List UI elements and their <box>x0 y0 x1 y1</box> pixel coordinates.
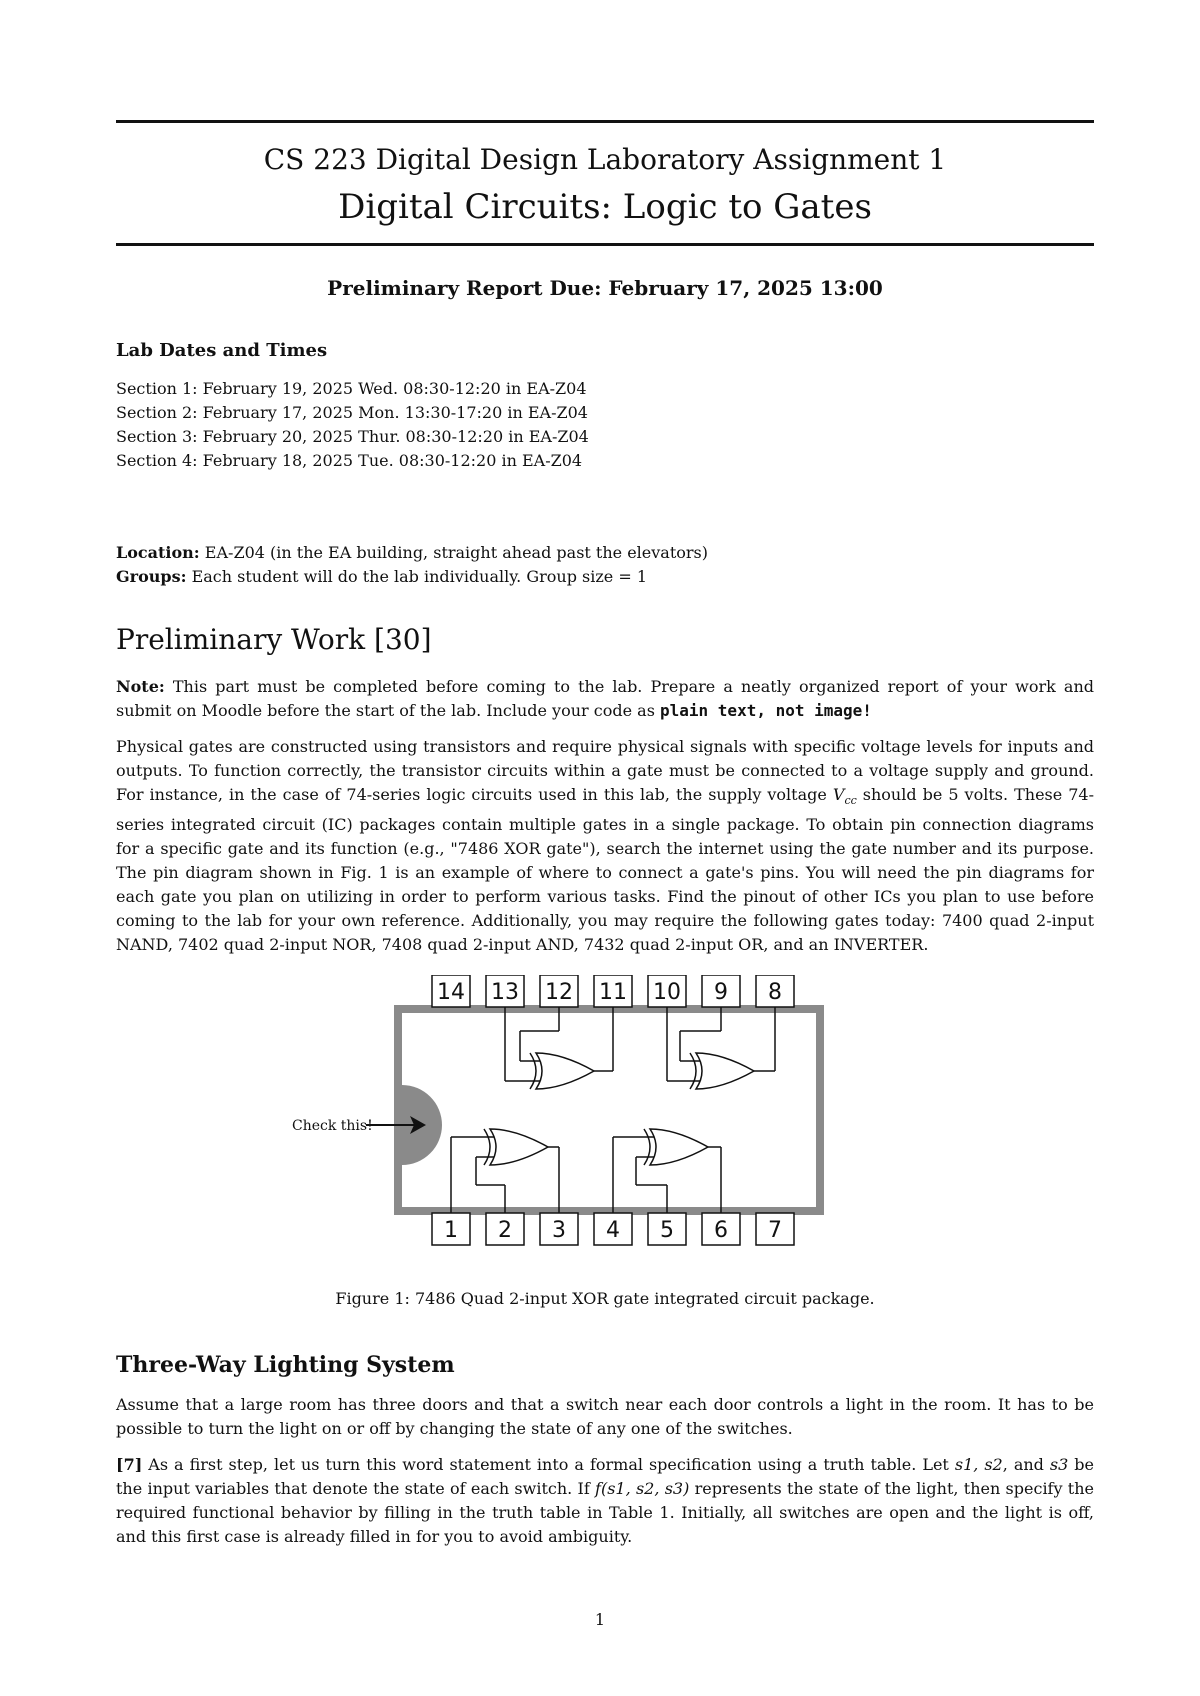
pin-label: 12 <box>545 980 573 1006</box>
gates-text-a: Physical gates are constructed using transistors and require physical signals with specific voltage levels for inputs and outputs. To function correctly, the transistor circuits within a gate must be connected to a voltage supply and ground. For instance, in the case of 74-series logic circuits used in this lab, the supply voltage <box>116 736 1094 804</box>
location-label: Location: <box>116 543 200 563</box>
section-list <box>116 377 1094 473</box>
section-item: Section 1: February 19, 2025 Wed. 08:30-12:20 in EA-Z04 <box>116 379 587 399</box>
bottom-rule <box>116 243 1094 246</box>
function-f: f(s1, s2, s3) <box>595 1478 690 1498</box>
lighting-paragraph-1: Assume that a large room has three doors and that a switch near each door controls a light in the room. It has to be possible to turn the light on or off by changing the state of any one of the switches. <box>116 1394 1094 1438</box>
course-title: CS 223 Digital Design Laboratory Assignment 1 <box>263 143 947 176</box>
top-rule <box>116 120 1094 123</box>
lab-dates-heading: Lab Dates and Times <box>116 340 328 362</box>
gates-text-b: should be 5 volts. These 74-series integrated circuit (IC) packages contain multiple gates in a single package. To obtain pin connection diagrams for a specific gate and its function (e.g., "7486 XOR gate"), search the internet using the gate number and its purpose. The pin diagram shown in Fig. 1 is an example of where to connect a gate's pins. You will need the pin diagrams for each gate you plan on utilizing in order to perform various tasks. Find the pinout of other ICs you plan to use before coming to the lab for your own reference. Additionally, you may require the following gates today: 7400 quad 2-input NAND, 7402 quad 2-input NOR, 7408 quad 2-input AND, 7432 quad 2-input OR, and an INVERTER. <box>116 784 1095 955</box>
pin-label: 7 <box>768 1218 782 1244</box>
figure-caption: Figure 1: 7486 Quad 2-input XOR gate integrated circuit package. <box>335 1289 875 1309</box>
var-s3: s3 <box>1049 1454 1069 1474</box>
vcc-symbol: $V_{cc}$ <box>832 784 857 808</box>
gates-paragraph <box>116 735 1094 957</box>
figure-1 <box>116 975 1094 1275</box>
pin-label: 10 <box>653 980 681 1006</box>
lighting-heading: Three-Way Lighting System <box>116 1352 455 1379</box>
note-paragraph <box>116 675 1094 723</box>
pin-label: 6 <box>714 1218 728 1244</box>
note-label: Note: <box>116 676 165 696</box>
pin-label: 13 <box>491 980 519 1006</box>
check-label: Check this! <box>292 1118 373 1135</box>
points-mark: [7] <box>116 1454 143 1474</box>
note-emphasis: plain text, not image! <box>660 700 872 720</box>
location-block <box>116 541 1094 589</box>
pin-label: 5 <box>660 1218 674 1244</box>
pin-label: 3 <box>552 1218 566 1244</box>
pin-label: 2 <box>498 1218 512 1244</box>
note-text: This part must be completed before coming to the lab. Prepare a neatly organized report of your work and submit on Moodle before the start of the lab. Include your code as <box>116 676 1094 720</box>
page-number: 1 <box>594 1610 606 1629</box>
section-item: Section 2: February 17, 2025 Mon. 13:30-17:20 in EA-Z04 <box>116 403 588 423</box>
groups-text: Each student will do the lab individually. Group size = 1 <box>186 567 648 587</box>
section-item: Section 3: February 20, 2025 Thur. 08:30-12:20 in EA-Z04 <box>116 427 589 447</box>
section-item: Section 4: February 18, 2025 Tue. 08:30-12:20 in EA-Z04 <box>116 451 583 471</box>
ic-pin-diagram <box>116 975 1094 1275</box>
var-s1-s2: s1, s2 <box>954 1454 1003 1474</box>
pin-label: 1 <box>444 1218 458 1244</box>
bottom-pin-row <box>432 1213 794 1245</box>
due-date: Preliminary Report Due: February 17, 2025 13:00 <box>327 276 883 301</box>
pin-label: 14 <box>437 980 465 1006</box>
location-text: EA-Z04 (in the EA building, straight ahead past the elevators) <box>199 543 709 563</box>
lighting-paragraph-2: [7] As a first step, let us turn this word statement into a formal specification using a truth table. Let s1, s2, and s3 be the input variables that denote the state of each switch. If f(s1, s2, s3) represents the state of the light, then specify the required functional behavior by filling in the truth table in Table 1. Initially, all switches are open and the light is off, and this first case is already filled in for you to avoid ambiguity. <box>116 1454 1095 1546</box>
document-title: Digital Circuits: Logic to Gates <box>338 186 872 227</box>
pin-label: 8 <box>768 980 782 1006</box>
page <box>116 120 1094 1549</box>
pin-label: 4 <box>606 1218 620 1244</box>
top-pin-row <box>432 975 794 1007</box>
preliminary-heading: Preliminary Work [30] <box>116 623 432 657</box>
groups-label: Groups: <box>116 567 187 587</box>
pin-label: 11 <box>599 980 627 1006</box>
pin-label: 9 <box>714 980 728 1006</box>
